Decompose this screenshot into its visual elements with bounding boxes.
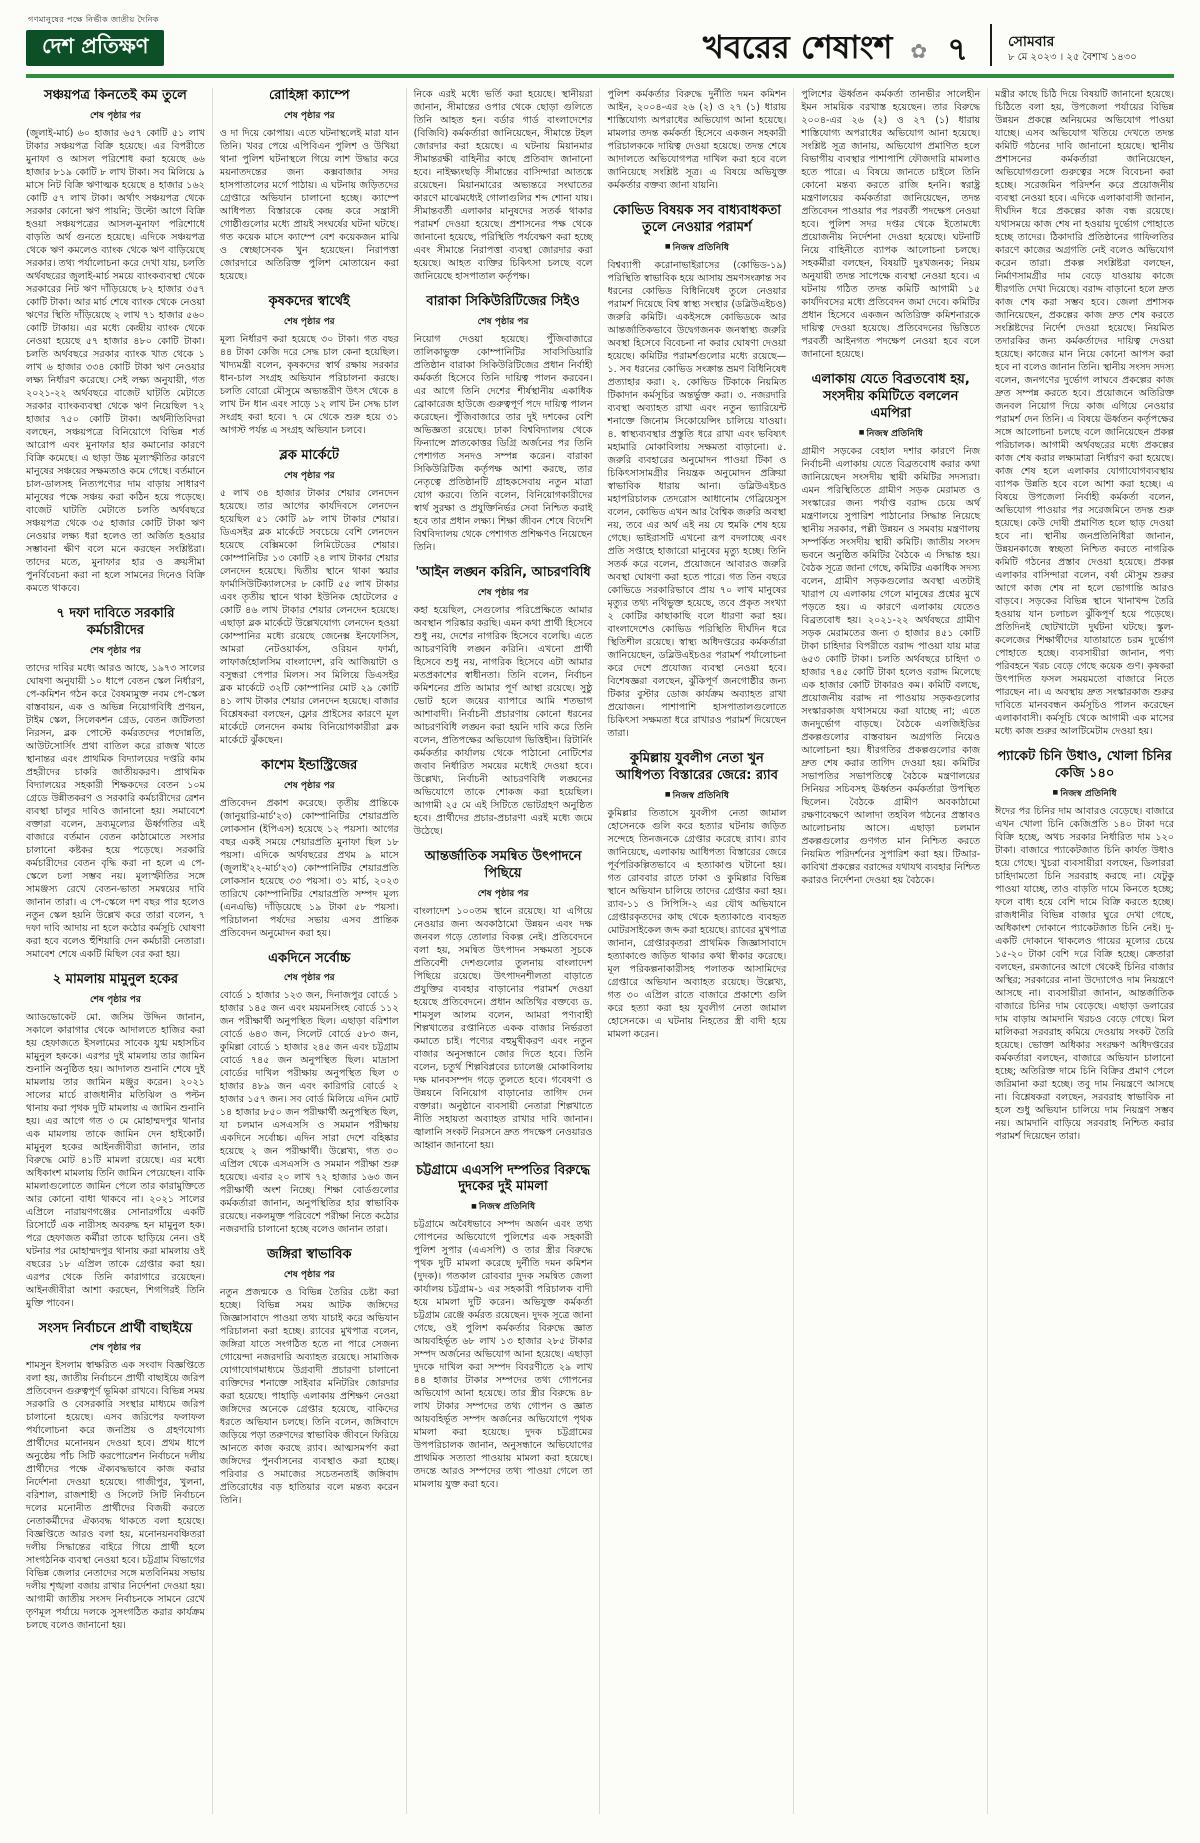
article-body: নতুন প্রজন্মকে ও বিভিন্ন তৈরির চেষ্টা করা হচ্ছে। বিভিন্ন সময় আটক জঙ্গিদের জিজ্ঞাসাবাদে পাওয়া তথ্য যাচাই করে অভিযান পরিচালনা করা হচ্ছে। র‍্যাবের মুখপাত্র বলেন, জঙ্গিরা যাতে সংগঠিত হতে না পারে সেজন্য গোয়েন্দা নজরদারি অব্যাহত রয়েছে। সামাজিক যোগাযোগমাধ্যমে উগ্রবাদী প্রচারণা চালানো ব্যক্তিদের শনাক্তে সাইবার মনিটরিং জোরদার করা হয়েছে। পাহাড়ি এলাকায় প্রশিক্ষণ নেওয়া জঙ্গিদের অনেকে গ্রেপ্তার হয়েছে, বাকিদের ধরতে অভিযান চলছে। তিনি বলেন, জঙ্গিবাদে জড়িয়ে পড়া তরুণদের স্বাভাবিক জীবনে ফিরিয়ে আনতে কাজ করছে র‍্যাব। আত্মসমর্পণ করা জঙ্গিদের পুনর্বাসনের ব্যবস্থাও করা হচ্ছে। পরিবার ও সমাজের সচেতনতাই জঙ্গিবাদ প্রতিরোধের বড় হাতিয়ার বলে মন্তব্য করেন তিনি।	[219, 1287, 399, 1507]
article-body: নিয়োগ দেওয়া হয়েছে। পুঁজিবাজারে তালিকাভুক্ত কোম্পানিটির সাবসিডিয়ারি প্রতিষ্ঠান বারাকা সিকিউরিটিজের প্রধান নির্বাহী কর্মকর্তা হিসেবে তিনি দায়িত্ব পালন করবেন। এর আগে তিনি দেশের শীর্ষস্থানীয় একাধিক ব্রোকারেজ হাউজে গুরুত্বপূর্ণ পদে দায়িত্ব পালন করেছেন। পুঁজিবাজারে তার দুই দশকের বেশি অভিজ্ঞতা রয়েছে। ঢাকা বিশ্ববিদ্যালয় থেকে ফিন্যান্সে স্নাতকোত্তর ডিগ্রি অর্জনের পর তিনি পেশাগত সনদও সম্পন্ন করেন। বারাকা সিকিউরিটিজ কর্তৃপক্ষ আশা করছে, তার নেতৃত্বে প্রতিষ্ঠানটি গ্রাহকসেবায় নতুন মাত্রা যোগ করবে। তিনি বলেন, বিনিয়োগকারীদের স্বার্থ সুরক্ষা ও প্রযুক্তিনির্ভর সেবা নিশ্চিত করাই হবে তার প্রধান লক্ষ্য। শিক্ষা জীবন শেষে বিদেশি বিশ্ববিদ্যালয় থেকে পেশাগত প্রশিক্ষণও নিয়েছেন তিনি।	[413, 333, 593, 553]
article-body: গ্রামীণ সড়কের বেহাল দশার কারণে নিজ নির্বাচনী এলাকায় যেতে বিব্রতবোধ করার কথা জানিয়েছেন সংসদীয় স্থায়ী কমিটির সদস্যরা। এমন পরিস্থিতিতে গ্রামীণ সড়ক মেরামত ও সংস্কারের জন্য পর্যাপ্ত বরাদ্দ চেয়ে অর্থ মন্ত্রণালয়ে সুপারিশ পাঠানোর সিদ্ধান্ত নিয়েছে স্থানীয় সরকার, পল্লী উন্নয়ন ও সমবায় মন্ত্রণালয় সম্পর্কিত সংসদীয় স্থায়ী কমিটি। জাতীয় সংসদ ভবনে অনুষ্ঠিত কমিটির বৈঠকে এ সিদ্ধান্ত হয়। বৈঠক সূত্রে জানা গেছে, কমিটির একাধিক সদস্য বলেন, গ্রামীণ সড়কগুলোর অবস্থা এতটাই খারাপ যে এলাকায় গেলে মানুষের প্রশ্নের মুখে পড়তে হয়। এ কারণে এলাকায় যেতেও বিব্রতবোধ হয়। ২০২১-২২ অর্থবছরে গ্রামীণ সড়ক মেরামতের জন্য ৩ হাজার ৪৫১ কোটি টাকা চাহিদার বিপরীতে বরাদ্দ পাওয়া যায় মাত্র ৬৫৩ কোটি টাকা। চলতি অর্থবছরে চাহিদা ৩ হাজার ৭৪৫ কোটি টাকা হলেও বরাদ্দ মিলেছে এক হাজার কোটি টাকারও কম। কমিটি বলছে, প্রয়োজনীয় বরাদ্দ না পাওয়ায় সড়কগুলোর সংস্কারকাজ যথাসময়ে করা যাচ্ছে না; এতে জনদুর্ভোগ বাড়ছে। বৈঠকে এলজিইডির প্রকল্পগুলোর বাস্তবায়ন অগ্রগতি নিয়েও আলোচনা হয়। ধীরগতির প্রকল্পগুলোর কাজ দ্রুত শেষ করার তাগিদ দেওয়া হয়। কমিটির সভাপতির সভাপতিত্বে বৈঠকে মন্ত্রণালয়ের সিনিয়র সচিবসহ ঊর্ধ্বতন কর্মকর্তারা উপস্থিত ছিলেন। বৈঠকে গ্রামীণ অবকাঠামো রক্ষণাবেক্ষণে আলাদা তহবিল গঠনের প্রস্তাবও আলোচনায় আসে। এছাড়া চলমান প্রকল্পগুলোর গুণগত মান নিশ্চিত করতে নিয়মিত পরিদর্শনের সুপারিশ করা হয়। টিআর-কাবিখা প্রকল্পের বরাদ্দের যথাযথ ব্যবহার নিশ্চিত করারও নির্দেশনা দেওয়া হয় বৈঠকে।	[801, 445, 981, 886]
continued-from-label: শেষ পৃষ্ঠার পর	[283, 110, 335, 121]
continued-from-label: শেষ পৃষ্ঠার পর	[477, 316, 529, 327]
continued-from-label: শেষ পৃষ্ঠার পর	[90, 1343, 141, 1354]
continued-from-label: শেষ পৃষ্ঠার পর	[283, 1270, 335, 1281]
article-headline: কাশেম ইন্ডাস্ট্রিজের	[261, 757, 358, 773]
article-body: পুলিশ কর্মকর্তার বিরুদ্ধে দুর্নীতি দমন কমিশন আইন, ২০০৪-এর ২৬ (২) ও ২৭ (১) ধারায় শাস্তিযোগ্য অপরাধের অভিযোগ আনা হয়েছে। মামলার তদন্ত কর্মকর্তা হিসেবে একজন সহকারী পরিচালককে দায়িত্ব দেওয়া হয়েছে। তদন্ত শেষে আদালতে অভিযোগপত্র দাখিল করা হবে বলে জানিয়েছে সংশ্লিষ্ট সূত্র। এ বিষয়ে অভিযুক্ত কর্মকর্তার বক্তব্য জানা যায়নি।	[607, 89, 787, 191]
article-headline: এলাকায় যেতে বিব্রতবোধ হয়, সংসদীয় কমিটিতে বললেন এমপিরা	[811, 372, 970, 421]
article-headline: রোহিঙ্গা ক্যাম্পে	[268, 88, 350, 103]
article-body: নিকে এরই মধ্যে ভর্তি করা হয়েছে। স্থানীয়রা জানান, সীমান্তের ওপার থেকে ছোড়া গুলিতে তিনি আহত হন। বর্ডার গার্ড বাংলাদেশের (বিজিবি) কর্মকর্তারা জানিয়েছেন, সীমান্তে টহল জোরদার করা হয়েছে। এ ঘটনায় মিয়ানমার সীমান্তরক্ষী বাহিনীর কাছে প্রতিবাদ জানানো হবে। নাইক্ষ্যংছড়ি সীমান্তের বাসিন্দারা আতঙ্কে রয়েছেন। মিয়ানমারের অভ্যন্তরে সংঘাতের কারণে মাঝেমধ্যেই গোলাগুলির শব্দ শোনা যায়। সীমান্তবর্তী এলাকার মানুষদের সতর্ক থাকার পরামর্শ দেওয়া হয়েছে। প্রশাসনের পক্ষ থেকে জানানো হয়েছে, পরিস্থিতি পর্যবেক্ষণ করা হচ্ছে এবং সীমান্তে নিরাপত্তা ব্যবস্থা জোরদার করা হয়েছে। আহত ব্যক্তির চিকিৎসা চলছে বলে জানিয়েছে হাসপাতাল কর্তৃপক্ষ।	[413, 89, 593, 282]
article-headline: আন্তর্জাতিক সমন্বিত উৎপাদনে পিছিয়ে	[424, 848, 582, 881]
article-body: বিশ্বব্যাপী করোনাভাইরাসের (কোভিড-১৯) পরিস্থিতি স্বাভাবিক হয়ে আসায় ভ্রমণসংক্রান্ত সব ধরনের কোভিড বিধিনিষেধ তুলে নেওয়ার পরামর্শ দিয়েছে বিশ্ব স্বাস্থ্য সংস্থার (ডব্লিউএইচও) জরুরি কমিটি। একইসঙ্গে কোভিডকে আর আন্তর্জাতিকভাবে উদ্বেগজনক জনস্বাস্থ্য জরুরি অবস্থা হিসেবে বিবেচনা না করার ঘোষণা দেওয়া হয়েছে। কমিটির পরামর্শগুলোর মধ্যে রয়েছে— ১. সব ধরনের কোভিড সংক্রান্ত ভ্রমণ বিধিনিষেধ প্রত্যাহার করা। ২. কোভিড টিকাকে নিয়মিত টিকাদান কর্মসূচির অন্তর্ভুক্ত করা। ৩. নজরদারি ব্যবস্থা অব্যাহত রাখা এবং নতুন ভ্যারিয়েন্ট শনাক্তে জিনোম সিকোয়েন্সিং চালিয়ে যাওয়া। ৪. স্বাস্থ্যব্যবস্থার প্রস্তুতি ধরে রাখা এবং ভবিষ্যৎ মহামারি মোকাবিলায় সক্ষমতা বাড়ানো। ৫. জরুরি ব্যবহারের অনুমোদন পাওয়া টিকা ও চিকিৎসাসামগ্রীর নিয়ন্ত্রক অনুমোদন প্রক্রিয়া স্বাভাবিক ধারায় আনা। ডব্লিউএইচও মহাপরিচালক তেদরোস আধানোম গেব্রিয়েসুস বলেন, কোভিড এখন আর বৈশ্বিক জরুরি অবস্থা নয়, তবে এর অর্থ এই নয় যে হুমকি শেষ হয়ে গেছে। ভাইরাসটি এখনো রূপ বদলাচ্ছে এবং প্রতি সপ্তাহে হাজারো মানুষের মৃত্যু হচ্ছে। তিনি সতর্ক করে বলেন, প্রয়োজনে আবারও জরুরি অবস্থা ঘোষণা করা হতে পারে। গত তিন বছরে কোভিডে সরকারিভাবে প্রায় ৭০ লাখ মানুষের মৃত্যুর তথ্য নথিভুক্ত হয়েছে, তবে প্রকৃত সংখ্যা ২ কোটির কাছাকাছি বলে ধারণা করা হয়। বাংলাদেশেও কোভিড পরিস্থিতি দীর্ঘদিন ধরে স্থিতিশীল রয়েছে। স্বাস্থ্য অধিদপ্তরের কর্মকর্তারা জানিয়েছেন, ডব্লিউএইচওর পরামর্শ পর্যালোচনা করে দেশে প্রযোজ্য ব্যবস্থা নেওয়া হবে। বিশেষজ্ঞরা বলছেন, ঝুঁকিপূর্ণ জনগোষ্ঠীর জন্য টিকার বুস্টার ডোজ কার্যক্রম অব্যাহত রাখা প্রয়োজন। পাশাপাশি হাসপাতালগুলোতে চিকিৎসা সক্ষমতা ধরে রাখারও পরামর্শ দিয়েছেন তারা।	[607, 259, 787, 739]
article-headline: প্যাকেট চিনি উধাও, খোলা চিনির কেজি ১৪০	[997, 749, 1172, 781]
article-body: শামসুন ইসলাম স্বাক্ষরিত এক সংবাদ বিজ্ঞপ্তিতে বলা হয়, জাতীয় নির্বাচনে প্রার্থী বাছাইয়ে জরিপ প্রতিবেদন গুরুত্বপূর্ণ ভূমিকা রাখবে। বিভিন্ন সময় সরকারি ও বেসরকারি সংস্থার মাধ্যমে জরিপ চালানো হয়েছে। এসব জরিপের ফলাফল পর্যালোচনা করে জনপ্রিয় ও গ্রহণযোগ্য প্রার্থীদের মনোনয়ন দেওয়া হবে। প্রথম ধাপে অনুষ্ঠেয় পাঁচ সিটি করপোরেশন নির্বাচনে দলীয় প্রার্থীদের পক্ষে ঐক্যবদ্ধভাবে কাজ করার নির্দেশনা দেওয়া হয়েছে। গাজীপুর, খুলনা, বরিশাল, রাজশাহী ও সিলেট সিটি নির্বাচনে দলের মনোনীত প্রার্থীদের বিজয়ী করতে নেতাকর্মীদের ঐক্যবদ্ধ থাকতে বলা হয়েছে। বিজ্ঞপ্তিতে আরও বলা হয়, মনোনয়নবঞ্চিতরা দলীয় সিদ্ধান্তের বাইরে গিয়ে প্রার্থী হলে সাংগঠনিক ব্যবস্থা নেওয়া হবে। চট্টগ্রাম বিভাগের বিভিন্ন জেলার নেতাদের সঙ্গে মতবিনিময় সভায় দলীয় শৃঙ্খলা বজায় রাখার নির্দেশনা দেওয়া হয়। আগামী জাতীয় সংসদ নির্বাচনকে সামনে রেখে তৃণমূল পর্যায়ে দলকে সুসংগঠিত করার কার্যক্রম চলছে বলেও জানানো হয়।	[26, 1360, 205, 1632]
flower-icon: ✿	[910, 39, 928, 63]
article-headline: জঙ্গিরা স্বাভাবিক	[266, 1247, 352, 1263]
article-body: পুলিশের ঊর্ধ্বতন কর্মকর্তা তানভীর সালেহীন ইমন সাময়িক বরখাস্ত হয়েছেন। তার বিরুদ্ধে ২০০৪-এর ২৬ (২) ও ২৭ (১) ধারায় শাস্তিযোগ্য অপরাধের অভিযোগ আনা হয়েছে। সংশ্লিষ্ট সূত্র জানায়, অভিযোগ প্রমাণিত হলে বিভাগীয় ব্যবস্থার পাশাপাশি ফৌজদারি মামলাও হতে পারে। এ বিষয়ে জানতে চাইলে তিনি কোনো মন্তব্য করতে রাজি হননি। স্বরাষ্ট্র মন্ত্রণালয়ের কর্মকর্তারা জানিয়েছেন, তদন্ত প্রতিবেদন পাওয়ার পর পরবর্তী পদক্ষেপ নেওয়া হবে। পুলিশ সদর দপ্তর থেকে ইতোমধ্যে প্রয়োজনীয় নির্দেশনা দেওয়া হয়েছে। ঘটনাটি নিয়ে বাহিনীতে ব্যাপক আলোচনা চলছে। সহকর্মীরা বলছেন, বিষয়টি দুঃখজনক; নিয়ম অনুযায়ী তদন্ত সাপেক্ষে ব্যবস্থা নেওয়া হবে। এ ঘটনায় গঠিত তদন্ত কমিটি আগামী ১৫ কার্যদিবসের মধ্যে প্রতিবেদন জমা দেবে। কমিটির প্রধান হিসেবে একজন অতিরিক্ত কমিশনারকে দায়িত্ব দেওয়া হয়েছে। প্রতিবেদনের ভিত্তিতে পরবর্তী আইনগত পদক্ষেপ নেওয়া হবে বলে জানানো হয়েছে।	[801, 89, 981, 360]
page-header	[0, 0, 1200, 74]
article-headline: কৃষকদের স্বার্থেই	[268, 293, 350, 309]
news-column-2	[212, 88, 406, 1814]
correspondent-byline: ■ নিজস্ব প্রতিনিধি	[607, 240, 786, 255]
masthead	[26, 14, 164, 66]
article-body: (জুলাই-মার্চ) ৬০ হাজার ৬৫৭ কোটি ৫১ লাখ টাকার সঞ্চয়পত্র বিক্রি হয়েছে। এর বিপরীতে মুনাফা ও আসল পরিশোধ করা হয়েছে ৬৬ হাজার ৮১৯ কোটি ৮ লাখ টাকা। সব মিলিয়ে ৯ মাসে নিট বিক্রি ঋণাত্মক হয়েছে ৪ হাজার ১৬২ কোটি ৫৭ লাখ টাকা। অর্থাৎ সঞ্চয়পত্র থেকে সরকার কোনো ঋণ পায়নি; উল্টো আগে বিক্রি হওয়া সঞ্চয়পত্রের আসল-মুনাফা পরিশোধে বাড়তি অর্থ গুনতে হয়েছে। এদিকে সঞ্চয়পত্র থেকে ঋণ কমলেও ব্যাংক থেকে ঋণ বাড়িয়েছে সরকার। তথ্য পর্যালোচনা করে দেখা যায়, চলতি অর্থবছরের জুলাই-মার্চ সময়ে ব্যাংকব্যবস্থা থেকে সরকারের নিট ঋণ দাঁড়িয়েছে ৮২ হাজার ৩৫৭ কোটি টাকা। আর মার্চ শেষে ব্যাংক থেকে নেওয়া ঋণের স্থিতি দাঁড়িয়েছে ২ লাখ ৭১ হাজার ৫৬০ কোটি টাকায়। এর মধ্যে কেন্দ্রীয় ব্যাংক থেকে নেওয়া হয়েছে ৫৭ হাজার ৪৮০ কোটি টাকা। চলতি অর্থবছরে সরকার ব্যাংক খাত থেকে ১ লাখ ৬ হাজার ৩৩৪ কোটি টাকা ঋণ নেওয়ার লক্ষ্য নির্ধারণ করেছে। সেই লক্ষ্য অনুযায়ী, গত ২০২১-২২ অর্থবছরে বাজেট ঘাটতি মেটাতে সরকার ব্যাংকব্যবস্থা থেকে ঋণ নিয়েছিল ৭২ হাজার ৭৫০ কোটি টাকা। অর্থনীতিবিদরা বলছেন, সঞ্চয়পত্রে বিনিয়োগে বিভিন্ন শর্ত আরোপ এবং মুনাফার হার কমানোর কারণে বিক্রি কমেছে। এ ছাড়া উচ্চ মূল্যস্ফীতির কারণে মানুষের সঞ্চয়ের সক্ষমতাও কমে গেছে। বর্তমানে চাল-ডালসহ নিত্যপণ্যের দাম বাড়ায় সাধারণ মানুষের পক্ষে সঞ্চয় করা কঠিন হয়ে পড়েছে। বাজেট ঘাটতি মেটাতে চলতি অর্থবছরে সঞ্চয়পত্র থেকে ৩৫ হাজার কোটি টাকা ঋণ নেওয়ার লক্ষ্য ধরা হলেও তা অর্জিত হওয়ার সম্ভাবনা ক্ষীণ বলে মনে করছেন সংশ্লিষ্টরা। তাদের মতে, মুনাফার হার ও ক্রয়সীমা পুনর্বিবেচনা করা না হলে সামনের দিনেও বিক্রি কমতে থাকবে।	[26, 127, 205, 594]
article-headline: বারাকা সিকিউরিটিজের সিইও	[426, 294, 580, 309]
article-headline: কুমিল্লায় যুবলীগ নেতা খুন আধিপত্য বিস্তারের জেরে: র‍্যাব	[615, 750, 778, 783]
continued-from-label: শেষ পৃষ্ঠার পর	[283, 973, 335, 984]
news-column-6	[987, 88, 1174, 1814]
continued-from-label: শেষ পৃষ্ঠার পর	[283, 780, 335, 791]
date-block	[1004, 35, 1174, 66]
weekday-label: সোমবার	[1008, 34, 1055, 50]
paper-tagline: গণমানুষের পক্ষে নির্ভীক জাতীয় দৈনিক	[28, 15, 159, 24]
article-body: বাংলাদেশ ১০০তম স্থানে রয়েছে। যা এগিয়ে নেওয়ার জন্য অবকাঠামো উন্নয়ন এবং দক্ষ জনবল গড়ে তোলার বিকল্প নেই। প্রতিবেদনে বলা হয়, সমন্বিত উৎপাদন সক্ষমতা সূচকে প্রতিবেশী দেশগুলোর তুলনায় বাংলাদেশ পিছিয়ে রয়েছে। উৎপাদনশীলতা বাড়াতে প্রযুক্তির ব্যবহার বাড়ানোর পরামর্শ দেওয়া হয়েছে প্রতিবেদনে। প্রধান অতিথির বক্তব্যে ড. শামসুল আলম বলেন, আমরা পণ্যবাহী শিল্পখাতের রপ্তানিতে একক বাজার নির্ভরতা কমাতে চাই। পণ্যের বহুমুখীকরণ এবং নতুন বাজার অনুসন্ধানে জোর দিতে হবে। তিনি বলেন, চতুর্থ শিল্পবিপ্লবের চ্যালেঞ্জ মোকাবিলায় দক্ষ মানবসম্পদ গড়ে তুলতে হবে। গবেষণা ও উন্নয়নে বিনিয়োগ বাড়ানোর তাগিদ দেন বক্তারা। অনুষ্ঠানে ব্যবসায়ী নেতারা শিল্পখাতে নীতি সহায়তা অব্যাহত রাখার দাবি জানান। জ্বালানি সংকট নিরসনে দ্রুত পদক্ষেপ নেওয়ারও আহ্বান জানানো হয়।	[413, 905, 593, 1151]
correspondent-byline: ■ নিজস্ব প্রতিনিধি	[995, 786, 1174, 801]
article-body: ৫ লাখ ৩৪ হাজার টাকার শেয়ার লেনদেন হয়েছে। তার আগের কার্যদিবসে লেনদেন হয়েছিল ৫১ কোটি ৯৮ লাখ টাকার শেয়ার। ডিএসইর ব্লক মার্কেটে সবচেয়ে বেশি লেনদেন হয়েছে বেক্সিমকো লিমিটেডের শেয়ার। কোম্পানিটির ১৩ কোটি ২৪ লাখ টাকার শেয়ার লেনদেন হয়েছে। দ্বিতীয় স্থানে থাকা স্কয়ার ফার্মাসিউটিক্যালসের ৮ কোটি ৫৫ লাখ টাকার এবং তৃতীয় স্থানে থাকা ইউনিক হোটেলের ৫ কোটি ৪৬ লাখ টাকার শেয়ার লেনদেন হয়েছে। এছাড়া ব্লক মার্কেটে উল্লেখযোগ্য লেনদেন হওয়া কোম্পানির মধ্যে রয়েছে জেনেক্স ইনফোসিস, আমরা নেটওয়ার্কস, ওরিয়ন ফার্মা, লাফার্জহোলসিম বাংলাদেশ, রবি আজিয়াটা ও বসুন্ধরা পেপার মিলস। সব মিলিয়ে ডিএসইর ব্লক মার্কেটে ৩২টি কোম্পানির মোট ২৯ কোটি ৪১ লাখ টাকার শেয়ার লেনদেন হয়েছে। বাজার বিশ্লেষকরা বলছেন, ফ্লোর প্রাইসের কারণে মূল মার্কেটে লেনদেন কমায় বিনিয়োগকারীরা ব্লক মার্কেটে ঝুঁকছেন।	[219, 487, 399, 746]
article-body: ও দা দিয়ে কোপায়। এতে ঘটনাস্থলেই মারা যান তিনি। খবর পেয়ে এপিবিএন পুলিশ ও উখিয়া থানা পুলিশ ঘটনাস্থলে গিয়ে লাশ উদ্ধার করে ময়নাতদন্তের জন্য কক্সবাজার সদর হাসপাতালের মর্গে পাঠায়। এ ঘটনায় জড়িতদের গ্রেপ্তারে অভিযান চালানো হচ্ছে। ক্যাম্পে আধিপত্য বিস্তারকে কেন্দ্র করে সন্ত্রাসী গোষ্ঠীগুলোর মধ্যে প্রায়ই সংঘর্ষের ঘটনা ঘটছে। গত কয়েক মাসে ক্যাম্পে বেশ কয়েকজন মাঝি ও স্বেচ্ছাসেবক খুন হয়েছেন। নিরাপত্তা জোরদারে অতিরিক্ত পুলিশ মোতায়েন করা হয়েছে।	[219, 127, 399, 282]
article-body: কহা হয়েছিল, সেগুলোর পরিপ্রেক্ষিতে আমার অবস্থান পরিষ্কার করছি। এমন কথা প্রার্থী হিসেবে শুধু নয়, দেশের নাগরিক হিসেবে বলেছি। এতে আচরণবিধি লঙ্ঘন করিনি। এখনো প্রার্থী হিসেবে শুধু নয়, নাগরিক হিসেবে এটা আমার মতপ্রকাশের স্বাধীনতা। তিনি বলেন, নির্বাচন কমিশনের প্রতি আমার পূর্ণ আস্থা রয়েছে। সুষ্ঠু ভোট হলে জয়ের ব্যাপারে আমি শতভাগ আশাবাদী। নির্বাচনী প্রচারণায় কোনো ধরনের আচরণবিধি লঙ্ঘন করা হয়নি দাবি করে তিনি বলেন, প্রতিপক্ষের অভিযোগ ভিত্তিহীন। রিটার্নিং কর্মকর্তার কার্যালয় থেকে পাঠানো নোটিশের জবাব নির্ধারিত সময়ের মধ্যেই দেওয়া হবে। উল্লেখ্য, নির্বাচনী আচরণবিধি লঙ্ঘনের অভিযোগে তাকে শোকজ করা হয়েছিল। আগামী ২৫ মে এই সিটিতে ভোটগ্রহণ অনুষ্ঠিত হবে। প্রার্থীদের প্রচার-প্রচারণা এরই মধ্যে জমে উঠেছে।	[413, 604, 593, 837]
correspondent-byline: ■ নিজস্ব প্রতিনিধি	[414, 1199, 593, 1214]
correspondent-byline: ■ নিজস্ব প্রতিনিধি	[801, 426, 980, 441]
continued-from-label: শেষ পৃষ্ঠার পর	[283, 316, 335, 327]
date-line: ৮ মে ২০২৩ । ২৫ বৈশাখ ১৪৩০	[1008, 52, 1137, 63]
news-column-5	[793, 88, 987, 1814]
article-body: তাদের দাবির মধ্যে আরও আছে, ১৯৭৩ সালের ঘোষণা অনুযায়ী ১০ ধাপে বেতন স্কেল নির্ধারণ, পে-কমিশন গঠন করে বৈষম্যমুক্ত নবম পে-স্কেল বাস্তবায়ন, এক ও অভিন্ন নিয়োগবিধি প্রণয়ন, টাইম স্কেল, সিলেকশন গ্রেড, বেতন জটিলতা নিরসন, ব্লক পোস্টে কর্মরতদের পদোন্নতি, আউটসোর্সিং প্রথা বাতিল করে রাজস্ব খাতে স্থানান্তর এবং প্রাথমিক বিদ্যালয়ের দপ্তরি কাম প্রহরীদের চাকরি জাতীয়করণ। প্রাথমিক বিদ্যালয়ের সহকারী শিক্ষকদের বেতন ১০ম গ্রেডে উন্নীতকরণ ও সরকারি কর্মচারীদের রেশন ব্যবস্থা চালুর দাবিও জানানো হয়। সমাবেশে বক্তারা বলেন, দ্রব্যমূল্যের ঊর্ধ্বগতির এই বাজারে বর্তমান বেতন কাঠামোতে সংসার চালানো কষ্টকর হয়ে পড়েছে। সরকারি কর্মচারীদের বেতন বৃদ্ধি করা না হলে এ পে-স্কেলে চলা সম্ভব নয়। মূল্যস্ফীতির সঙ্গে সামঞ্জস্য রেখে বেতন-ভাতা সমন্বয়ের দাবি জানান তারা। এ পে-স্কেলে দশ বছর পার হলেও নতুন স্কেল হয়নি উল্লেখ করে তারা বলেন, ৭ দফা দাবি আদায় না হলে কঠোর কর্মসূচি ঘোষণা করা হবে বলেও হুঁশিয়ারি দেন কর্মচারী নেতারা। সমাবেশ শেষে একটি মিছিল বের করা হয়।	[26, 662, 205, 960]
article-body: চট্টগ্রামে অবৈধভাবে সম্পদ অর্জন এবং তথ্য গোপনের অভিযোগে পুলিশের এক সহকারী পুলিশ সুপার (এএসপি) ও তার স্ত্রীর বিরুদ্ধে পৃথক দুটি মামলা করেছে দুর্নীতি দমন কমিশন (দুদক)। গতকাল রোববার দুদক সমন্বিত জেলা কার্যালয় চট্টগ্রাম-১ এর সহকারী পরিচালক বাদী হয়ে মামলা দুটি করেন। অভিযুক্ত কর্মকর্তা চট্টগ্রাম রেঞ্জে কর্মরত রয়েছেন। দুদক সূত্রে জানা গেছে, ওই পুলিশ কর্মকর্তার বিরুদ্ধে জ্ঞাত আয়বহির্ভূত ৬৮ লাখ ১৩ হাজার ২৮৫ টাকার সম্পদ অর্জনের অভিযোগ আনা হয়েছে। এছাড়া দুদকে দাখিল করা সম্পদ বিবরণীতে ২৯ লাখ ৪৪ হাজার টাকার সম্পদের তথ্য গোপনের অভিযোগ আনা হয়েছে। তার স্ত্রীর বিরুদ্ধে ৪৮ লাখ টাকার সম্পদের তথ্য গোপন ও জ্ঞাত আয়বহির্ভূত সম্পদ অর্জনের অভিযোগে পৃথক মামলা করা হয়েছে। দুদক চট্টগ্রামের উপপরিচালক জানান, অনুসন্ধানে অভিযোগের প্রাথমিক সত্যতা পাওয়ায় মামলা করা হয়েছে। তদন্তে আরও সম্পদের তথ্য পাওয়া গেলে তা মামলায় যুক্ত করা হবে।	[413, 1219, 593, 1491]
article-headline: চট্টগ্রামে এএসপি দম্পতির বিরুদ্ধে দুদকের দুই মামলা	[416, 1162, 590, 1195]
continued-from-label: শেষ পৃষ্ঠার পর	[477, 587, 529, 598]
article-headline: একদিনে সর্বোচ্চ	[268, 950, 351, 966]
page-number: ৭	[947, 30, 968, 68]
section-title: খবরের শেষাংশ	[702, 28, 893, 66]
article-headline: ২ মামলায় মামুনুল হকের	[52, 971, 179, 987]
news-column-1	[26, 88, 212, 1814]
article-body: মন্ত্রীর কাছে চিঠি দিয়ে বিষয়টি জানানো হয়েছে। চিঠিতে বলা হয়, উপজেলা পর্যায়ের বিভিন্ন উন্নয়ন প্রকল্পে অনিয়মের অভিযোগ পাওয়া যাচ্ছে। এসব অভিযোগ খতিয়ে দেখতে তদন্ত কমিটি গঠনের দাবি জানানো হয়েছে। স্থানীয় প্রশাসনের কর্মকর্তারা জানিয়েছেন, অভিযোগগুলো গুরুত্বের সঙ্গে বিবেচনা করা হচ্ছে। সরেজমিন পরিদর্শন করে প্রয়োজনীয় ব্যবস্থা নেওয়া হবে। এদিকে এলাকাবাসী জানান, দীর্ঘদিন ধরে প্রকল্পের কাজ বন্ধ রয়েছে। যথাসময়ে কাজ শেষ না হওয়ায় দুর্ভোগ পোহাতে হচ্ছে তাদের। ঠিকাদারি প্রতিষ্ঠানের গাফিলতির কারণে কাজের অগ্রগতি নেই বলেও অভিযোগ করেন তারা। প্রকল্প সংশ্লিষ্টরা বলছেন, নির্মাণসামগ্রীর দাম বেড়ে যাওয়ায় কাজে ধীরগতি দেখা দিয়েছে। বরাদ্দ বাড়ানো হলে দ্রুত কাজ শেষ করা সম্ভব হবে। জেলা প্রশাসক জানিয়েছেন, প্রকল্পের কাজ দ্রুত শেষ করতে সংশ্লিষ্টদের নির্দেশ দেওয়া হয়েছে। নিয়মিত তদারকির জন্য কর্মকর্তাদের দায়িত্ব দেওয়া হয়েছে। কাজের মান নিয়ে কোনো আপস করা হবে না বলেও জানান তিনি। স্থানীয় সংসদ সদস্য বলেন, জনগণের দুর্ভোগ লাঘবে প্রকল্পের কাজ দ্রুত সম্পন্ন করতে হবে। প্রয়োজনে অতিরিক্ত জনবল নিয়োগ দিয়ে কাজ এগিয়ে নেওয়ার পরামর্শ দেন তিনি। এ বিষয়ে ঊর্ধ্বতন কর্তৃপক্ষের সঙ্গে আলোচনা চলছে বলে জানিয়েছেন প্রকল্প পরিচালক। আগামী অর্থবছরের মধ্যে প্রকল্পের কাজ শেষ করার লক্ষ্যমাত্রা নির্ধারণ করা হয়েছে। কাজ শেষ হলে এলাকার যোগাযোগব্যবস্থায় ব্যাপক উন্নতি হবে বলে আশা করা হচ্ছে। এ বিষয়ে উপজেলা নির্বাহী কর্মকর্তা বলেন, অভিযোগ পাওয়ার পর সরেজমিনে তদন্ত শুরু হয়েছে। কেউ দোষী প্রমাণিত হলে ছাড় দেওয়া হবে না। স্থানীয় জনপ্রতিনিধিরা জানান, উন্নয়নকাজে স্বচ্ছতা নিশ্চিত করতে নাগরিক কমিটি গঠনের প্রস্তাব দেওয়া হয়েছে। প্রকল্প এলাকার বাসিন্দারা বলেন, বর্ষা মৌসুম শুরুর আগে কাজ শেষ না হলে ভোগান্তি আরও বাড়বে। সড়কের বিভিন্ন স্থানে খানাখন্দ তৈরি হওয়ায় যান চলাচল ঝুঁকিপূর্ণ হয়ে পড়েছে। প্রতিদিনই ছোটখাটো দুর্ঘটনা ঘটছে। স্কুল-কলেজের শিক্ষার্থীদের যাতায়াতে চরম দুর্ভোগ পোহাতে হচ্ছে। ব্যবসায়ীরা জানান, পণ্য পরিবহনে খরচ বেড়ে গেছে কয়েক গুণ। কৃষকরা উৎপাদিত ফসল সময়মতো বাজারে নিতে পারছেন না। এ অবস্থায় দ্রুত সংস্কারকাজ শুরুর দাবিতে মানববন্ধন কর্মসূচিও পালন করেছেন এলাকাবাসী। কর্মসূচি থেকে আগামী এক মাসের মধ্যে কাজ শুরুর আলটিমেটাম দেওয়া হয়।	[995, 89, 1174, 737]
paper-logo: দেশ প্রতিক্ষণ	[26, 30, 164, 66]
article-body: প্রতিবেদন প্রকাশ করেছে। তৃতীয় প্রান্তিকে (জানুয়ারি-মার্চ'২৩) কোম্পানিটির শেয়ারপ্রতি লোকসান (ইপিএস) হয়েছে ১২ পয়সা। আগের বছর একই সময়ে শেয়ারপ্রতি মুনাফা ছিল ১৮ পয়সা। এদিকে অর্থবছরের প্রথম ৯ মাসে (জুলাই'২২-মার্চ'২৩) কোম্পানিটির শেয়ারপ্রতি লোকসান হয়েছে ৩৩ পয়সা। ৩১ মার্চ, ২০২৩ তারিখে কোম্পানিটির শেয়ারপ্রতি সম্পদ মূল্য (এনএভি) দাঁড়িয়েছে ১৯ টাকা ৫৮ পয়সা। পরিচালনা পর্ষদের সভায় এসব প্রান্তিক প্রতিবেদন অনুমোদন করা হয়।	[219, 797, 399, 939]
news-column-3	[406, 88, 600, 1814]
article-body: অ্যাডভোকেট মো. জসিম উদ্দিন জানান, সকালে কারাগার থেকে আদালতে হাজির করা হয় হেফাজতে ইসলামের সাবেক যুগ্ম মহাসচিব মামুনুল হককে। এরপর দুই মামলায় তার জামিন শুনানি অনুষ্ঠিত হয়। আদালত শুনানি শেষে দুই মামলায় তার জামিন মঞ্জুর করেন। ২০২১ সালের মার্চে রাজধানীর মতিঝিল ও পল্টন থানায় করা পৃথক দুটি মামলায় এ জামিন শুনানি হয়। এর আগে গত ৩ মে মোহাম্মদপুর থানার এক মামলায় তাকে জামিন দেন হাইকোর্ট। মামুনুল হকের আইনজীবীরা জানান, তার বিরুদ্ধে মোট ৪১টি মামলা রয়েছে। এর মধ্যে অধিকাংশ মামলায় তিনি জামিন পেয়েছেন। বাকি মামলাগুলোতে জামিন পেলে তার কারামুক্তিতে আর কোনো বাধা থাকবে না। ২০২১ সালের এপ্রিলে নারায়ণগঞ্জের সোনারগাঁয়ে একটি রিসোর্টে এক নারীসহ অবরুদ্ধ হন মামুনুল হক। পরে হেফাজত কর্মীরা তাকে ছাড়িয়ে নেন। ওই ঘটনার পর মোহাম্মদপুর থানায় করা মামলায় ওই বছরের ১৮ এপ্রিল তাকে গ্রেপ্তার করা হয়। এরপর থেকে তিনি কারাগারে রয়েছেন। আইনজীবীরা আশা করছেন, শিগগিরই তিনি মুক্তি পাবেন।	[26, 1011, 205, 1309]
correspondent-byline: ■ নিজস্ব প্রতিনিধি	[607, 788, 786, 803]
article-headline: সঞ্চয়পত্র কিনতেই কম তুলে	[43, 88, 187, 103]
article-columns	[0, 78, 1200, 1826]
continued-from-label: শেষ পৃষ্ঠার পর	[283, 470, 335, 481]
article-body: ঈদের পর চিনির দাম আবারও বেড়েছে। বাজারে এখন খোলা চিনি কেজিপ্রতি ১৪০ টাকা দরে বিক্রি হচ্ছে, অথচ সরকার নির্ধারিত দাম ১২০ টাকা। বাজারে প্যাকেটজাত চিনি কার্যত উধাও হয়ে গেছে। খুচরা ব্যবসায়ীরা বলছেন, ডিলাররা চাহিদামতো চিনি সরবরাহ করছে না। যেটুকু পাওয়া যাচ্ছে, তাও বাড়তি দামে কিনতে হচ্ছে; ফলে বাধ্য হয়ে বেশি দামে বিক্রি করতে হচ্ছে। রাজধানীর বিভিন্ন বাজার ঘুরে দেখা গেছে, অধিকাংশ দোকানে প্যাকেটজাত চিনি নেই। দু-একটি দোকানে থাকলেও গায়ের মূল্যের চেয়ে ১৫-২০ টাকা বেশি দরে বিক্রি হচ্ছে। ক্রেতারা বলছেন, রমজানের আগে থেকেই চিনির বাজার অস্থির; সরকারের নানা উদ্যোগেও দাম নিয়ন্ত্রণে আসছে না। ব্যবসায়ীরা জানান, আন্তর্জাতিক বাজারে চিনির দাম বেড়েছে। এছাড়া ডলারের দাম বাড়ায় আমদানি খরচও বেড়ে গেছে। মিল মালিকরা সরবরাহ কমিয়ে দেওয়ায় সংকট তৈরি হয়েছে। ভোক্তা অধিকার সংরক্ষণ অধিদপ্তরের কর্মকর্তারা বলছেন, বাজারে অভিযান চালানো হচ্ছে; অতিরিক্ত দামে চিনি বিক্রির প্রমাণ পেলে জরিমানা করা হচ্ছে। তবু দাম নিয়ন্ত্রণে আসছে না। বিশ্লেষকরা বলছেন, সরবরাহ স্বাভাবিক না হলে শুধু অভিযান চালিয়ে দাম নিয়ন্ত্রণ সম্ভব নয়। আমদানি বাড়িয়ে সরবরাহ নিশ্চিত করার পরামর্শ দিয়েছেন তারা।	[995, 805, 1174, 1142]
article-headline: ব্লক মার্কেটে	[279, 447, 339, 463]
article-headline: 'আইন লঙ্ঘন করিনি, আচরণবিধি	[415, 564, 591, 580]
header-divider	[990, 24, 992, 66]
news-column-4	[599, 88, 793, 1814]
article-body: মূল্য নির্ধারণ করা হয়েছে ৩০ টাকা। গত বছর ৪৪ টাকা কেজি দরে সেদ্ধ চাল কেনা হয়েছিল। খাদ্যমন্ত্রী বলেন, কৃষকদের স্বার্থ রক্ষায় সরকার ধান-চাল সংগ্রহ অভিযান পরিচালনা করছে। চলতি বোরো মৌসুমে অভ্যন্তরীণ উৎস থেকে ৪ লাখ টন ধান এবং সাড়ে ১২ লাখ টন সেদ্ধ চাল সংগ্রহ করা হবে। ৭ মে থেকে শুরু হয়ে ৩১ আগস্ট পর্যন্ত এ সংগ্রহ অভিযান চলবে।	[219, 333, 399, 436]
continued-from-label: শেষ পৃষ্ঠার পর	[90, 110, 141, 121]
continued-from-label: শেষ পৃষ্ঠার পর	[90, 645, 141, 656]
article-body: বোর্ডে ১ হাজার ১২৩ জন, দিনাজপুর বোর্ডে ১ হাজার ১৪৫ জন এবং ময়মনসিংহ বোর্ডে ১১২ জন পরীক্ষার্থী অনুপস্থিত ছিল। এছাড়া বরিশাল বোর্ডে ৬৪৩ জন, সিলেট বোর্ডে ৫৮৩ জন, কুমিল্লা বোর্ডে ১ হাজার ২৪৫ জন এবং চট্টগ্রাম বোর্ডে ৭৪৫ জন অনুপস্থিত ছিল। মাদ্রাসা বোর্ডের দাখিল পরীক্ষায় অনুপস্থিত ছিল ৩ হাজার ৪৮৯ জন এবং কারিগরি বোর্ডে ২ হাজার ১৫৭ জন। সব বোর্ড মিলিয়ে এদিন মোট ১৪ হাজার ৮৫০ জন পরীক্ষার্থী অনুপস্থিত ছিল, যা চলমান এসএসসি ও সমমান পরীক্ষায় একদিনে সর্বোচ্চ। এদিন সারা দেশে বহিষ্কার হয়েছে ২ জন পরীক্ষার্থী। উল্লেখ্য, গত ৩০ এপ্রিল থেকে এসএসসি ও সমমান পরীক্ষা শুরু হয়েছে। এবার ২০ লাখ ৭২ হাজার ১৬৩ জন পরীক্ষার্থী অংশ নিচ্ছে। শিক্ষা বোর্ডগুলোর কর্মকর্তারা জানান, অনুপস্থিতির হার স্বাভাবিক রয়েছে। নকলমুক্ত পরিবেশে পরীক্ষা নিতে কঠোর নজরদারি চালানো হচ্ছে বলেও জানান তারা।	[219, 990, 399, 1236]
article-headline: কোভিড বিষয়ক সব বাধ্যবাধকতা তুলে নেওয়ার পরামর্শ	[612, 203, 782, 235]
article-body: কুমিল্লার তিতাসে যুবলীগ নেতা জামাল হোসেনকে গুলি করে হত্যার ঘটনায় জড়িত সন্দেহে তিনজনকে গ্রেপ্তার করেছে র‍্যাব। র‍্যাব জানিয়েছে, এলাকায় আধিপত্য বিস্তারের জেরে পূর্বপরিকল্পিতভাবে এ হত্যাকাণ্ড ঘটানো হয়। গত রোববার রাতে ঢাকা ও কুমিল্লার বিভিন্ন স্থানে অভিযান চালিয়ে তাদের গ্রেপ্তার করা হয়। র‍্যাব-১১ ও সিপিসি-২ এর যৌথ অভিযানে গ্রেপ্তারকৃতদের কাছ থেকে হত্যাকাণ্ডে ব্যবহৃত মোটরসাইকেল জব্দ করা হয়েছে। র‍্যাবের মুখপাত্র জানান, গ্রেপ্তারকৃতরা প্রাথমিক জিজ্ঞাসাবাদে হত্যাকাণ্ডে জড়িত থাকার কথা স্বীকার করেছে। মূল পরিকল্পনাকারীসহ পলাতক আসামিদের গ্রেপ্তারে অভিযান অব্যাহত রয়েছে। উল্লেখ্য, গত ৩০ এপ্রিল রাতে বাজারে প্রকাশ্যে গুলি করে হত্যা করা হয় যুবলীগ নেতা জামাল হোসেনকে। এ ঘটনায় নিহতের স্ত্রী বাদী হয়ে মামলা করেন।	[607, 807, 787, 1040]
continued-from-label: শেষ পৃষ্ঠার পর	[90, 994, 141, 1005]
article-headline: সংসদ নির্বাচনে প্রার্থী বাছাইয়ে	[38, 1320, 193, 1336]
article-headline: ৭ দফা দাবিতে সরকারি কর্মচারীদের	[56, 605, 175, 638]
continued-from-label: শেষ পৃষ্ঠার পর	[477, 888, 529, 899]
